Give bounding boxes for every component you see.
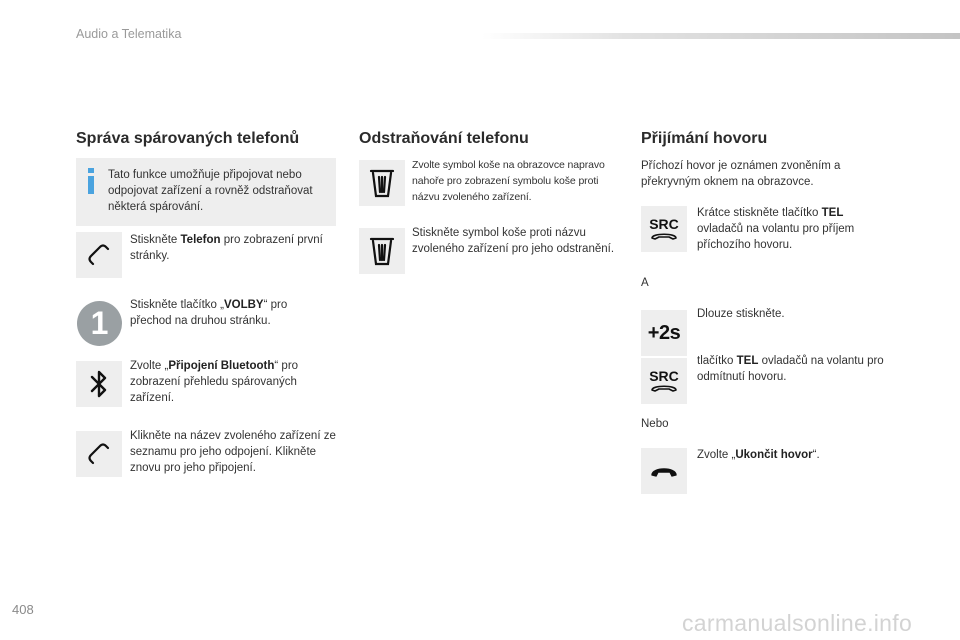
answer-step-4-text: Zvolte „Ukončit hovor“.	[697, 449, 820, 461]
phone-icon	[76, 232, 122, 278]
info-box	[76, 158, 336, 226]
delete-step-2-text: Stiskněte symbol koše proti názvu zvoleného zařízení pro jeho odstranění.	[412, 227, 615, 255]
manage-step-4-text: Klikněte na název zvoleného zařízení ze seznamu pro jeho odpojení. Klikněte znovu pro jeho připojení.	[130, 430, 336, 474]
trash-icon	[359, 160, 405, 206]
alternative-label-or: Nebo	[641, 418, 669, 430]
alternative-label-a: A	[641, 277, 649, 289]
phone-icon	[76, 431, 122, 477]
manage-step-3-text: Zvolte „Připojení Bluetooth“ pro zobrazení přehledu spárovaných zařízení.	[130, 360, 299, 404]
section-title-delete-phone: Odstraňování telefonu	[359, 130, 529, 147]
delete-step-1-text: Zvolte symbol koše na obrazovce napravo nahoře pro zobrazení symbolu koše proti názvu zvoleného zařízení.	[412, 159, 605, 203]
info-text: Tato funkce umožňuje připojovat nebo odpojovat zařízení a rovněž odstraňovat některá spárování.	[108, 169, 313, 213]
section-title-answer-call: Přijímání hovoru	[641, 130, 768, 147]
src-button-icon: SRC	[641, 206, 687, 252]
info-icon	[86, 168, 96, 194]
answer-step-2-text: Dlouze stiskněte.	[697, 308, 785, 320]
section-title-manage-paired: Správa spárovaných telefonů	[76, 130, 300, 147]
manage-step-2-text: Stiskněte tlačítko „VOLBY“ pro přechod na druhou stránku.	[130, 299, 288, 327]
src-button-icon: SRC	[641, 358, 687, 404]
watermark: carmanualsonline.info	[682, 610, 913, 636]
page-number: 408	[12, 602, 34, 617]
answer-intro-text: Příchozí hovor je oznámen zvoněním a překryvným oknem na obrazovce.	[641, 160, 841, 188]
manage-step-1-text: Stiskněte Telefon pro zobrazení první stránky.	[130, 234, 323, 262]
section-header: Audio a Telematika	[76, 27, 182, 41]
hold-two-seconds-icon: +2s	[641, 310, 687, 356]
bluetooth-icon	[76, 361, 122, 407]
answer-step-3-text: tlačítko TEL ovladačů na volantu pro odmítnutí hovoru.	[697, 355, 884, 383]
step-number-badge: 1	[77, 301, 122, 346]
header-gradient-bar	[482, 33, 960, 39]
answer-step-1-text: Krátce stiskněte tlačítko TEL ovladačů na volantu pro příjem příchozího hovoru.	[697, 207, 855, 251]
hang-up-icon	[641, 448, 687, 494]
trash-icon	[359, 228, 405, 274]
